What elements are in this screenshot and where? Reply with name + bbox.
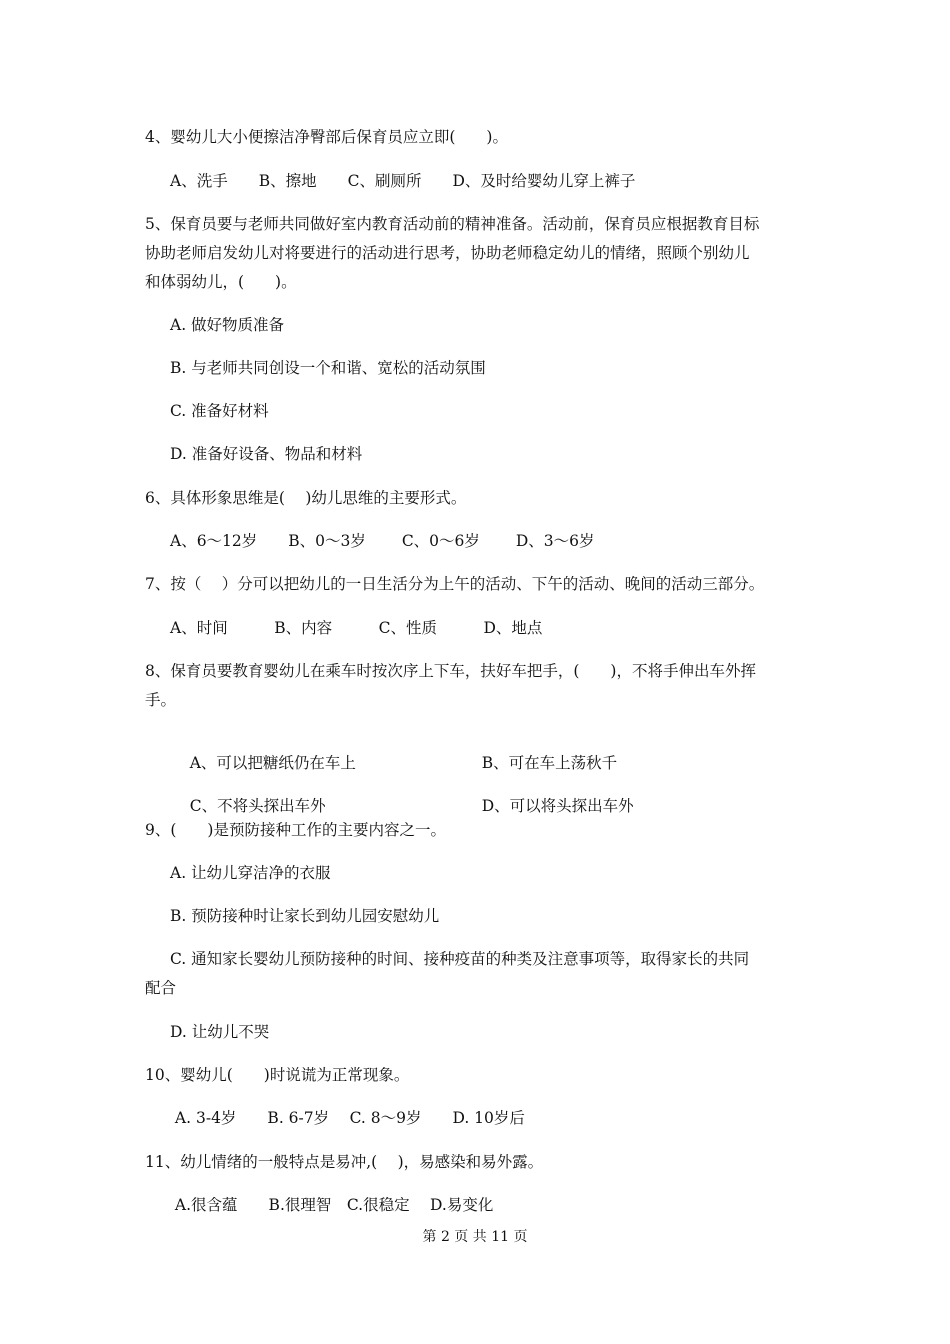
- question-9-option-d: D. 让幼儿不哭: [170, 1023, 270, 1041]
- question-4-options: A、洗手 B、擦地 C、刷厕所 D、及时给婴幼儿穿上裤子: [170, 172, 636, 190]
- question-11-text: 11、幼儿情绪的一般特点是易冲,( )，易感染和易外露。: [145, 1153, 544, 1171]
- question-5-text-line-1: 5、保育员要与老师共同做好室内教育活动前的精神准备。活动前，保育员应根据教育目标: [145, 215, 760, 233]
- question-7-options: A、时间 B、内容 C、性质 D、地点: [170, 619, 543, 637]
- question-9-option-b: B. 预防接种时让家长到幼儿园安慰幼儿: [170, 907, 440, 925]
- question-5-option-d: D. 准备好设备、物品和材料: [170, 445, 363, 463]
- question-11-options: A.很含蕴 B.很理智 C.很稳定 D.易变化: [170, 1196, 494, 1214]
- question-6-options: A、6～12岁 B、0～3岁 C、0～6岁 D、3～6岁: [170, 532, 595, 550]
- question-5-text-line-2: 协助老师启发幼儿对将要进行的活动进行思考，协助老师稳定幼儿的情绪，照顾个别幼儿: [145, 244, 750, 262]
- question-5-option-a: A. 做好物质准备: [170, 316, 285, 334]
- question-8-option-a: A、可以把糖纸仍在车上: [189, 754, 356, 772]
- question-8-text-line-2: 手。: [145, 691, 177, 709]
- question-5-option-b: B. 与老师共同创设一个和谐、宽松的活动氛围: [170, 359, 486, 377]
- question-9-option-c-wrap: 配合: [145, 979, 177, 997]
- page-footer: 第 2 页 共 11 页: [422, 1229, 528, 1245]
- question-6-text: 6、具体形象思维是( )幼儿思维的主要形式。: [145, 489, 467, 507]
- question-5-option-c: C. 准备好材料: [170, 402, 269, 420]
- question-10-text: 10、婴幼儿( )时说谎为正常现象。: [145, 1066, 410, 1084]
- question-8-option-b: B、可在车上荡秋千: [481, 754, 618, 772]
- question-10-options: A. 3-4岁 B. 6-7岁 C. 8～9岁 D. 10岁后: [170, 1109, 525, 1127]
- question-8-text-line-1: 8、保育员要教育婴幼儿在乘车时按次序上下车，扶好车把手，( )，不将手伸出车外挥: [145, 662, 756, 680]
- question-9-option-c: C. 通知家长婴幼儿预防接种的时间、接种疫苗的种类及注意事项等，取得家长的共同: [170, 950, 750, 968]
- question-7-text: 7、按（ ）分可以把幼儿的一日生活分为上午的活动、下午的活动、晚间的活动三部分。: [145, 575, 765, 593]
- question-8-option-d: D、可以将头探出车外: [481, 797, 634, 815]
- question-5-text-line-3: 和体弱幼儿，( )。: [145, 273, 297, 291]
- question-9-option-a: A. 让幼儿穿洁净的衣服: [170, 864, 331, 882]
- question-4-text: 4、婴幼儿大小便擦洁净臀部后保育员应立即( )。: [145, 128, 508, 146]
- question-8-option-c: C、不将头探出车外: [189, 797, 326, 815]
- question-9-text: 9、( )是预防接种工作的主要内容之一。: [145, 821, 446, 839]
